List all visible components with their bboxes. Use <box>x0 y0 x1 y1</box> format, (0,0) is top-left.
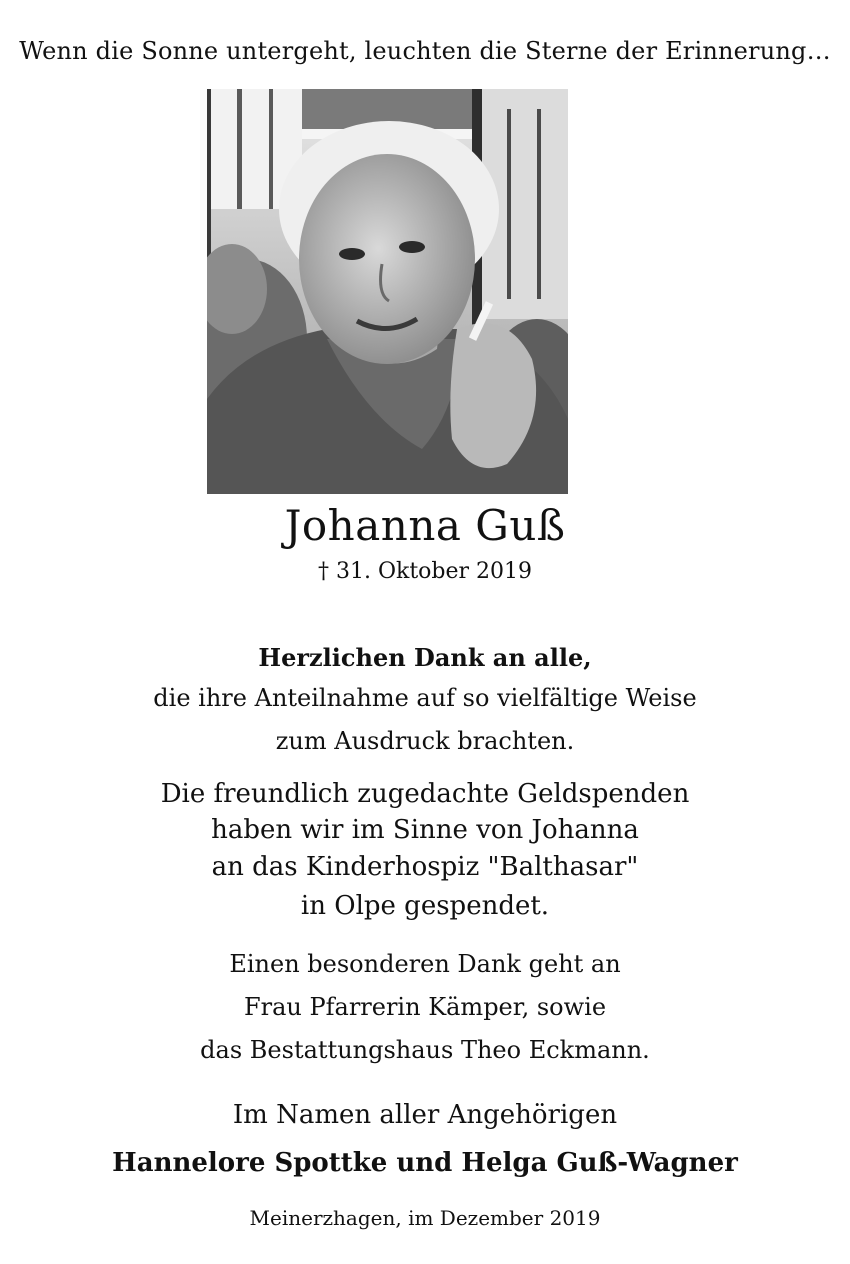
donation-line: haben wir im Sinne von Johanna <box>211 815 639 845</box>
donation-line: an das Kinderhospiz "Balthasar" <box>211 852 639 882</box>
donation-line: in Olpe gespendet. <box>300 891 550 921</box>
special-thanks-line: Einen besonderen Dank geht an <box>229 950 621 978</box>
portrait-image <box>207 89 568 494</box>
thanks-heading: Herzlichen Dank an alle, <box>258 643 592 672</box>
signers: Hannelore Spottke und Helga Guß-Wagner <box>112 1148 738 1178</box>
death-date: † 31. Oktober 2019 <box>317 559 533 584</box>
special-thanks-line: das Bestattungshaus Theo Eckmann. <box>200 1036 650 1064</box>
donation-line: Die freundlich zugedachte Geldspenden <box>160 779 690 809</box>
special-thanks-line: Frau Pfarrerin Kämper, sowie <box>243 993 607 1021</box>
deceased-name: Johanna Guß <box>284 501 566 550</box>
thanks-line: die ihre Anteilnahme auf so vielfältige Weise <box>153 684 697 712</box>
on-behalf-line: Im Namen aller Angehörigen <box>232 1100 618 1130</box>
portrait-photo <box>207 89 568 494</box>
place-date: Meinerzhagen, im Dezember 2019 <box>249 1206 601 1230</box>
motto-line: Wenn die Sonne untergeht, leuchten die Sterne der Erinnerung… <box>19 37 831 65</box>
thanks-line: zum Ausdruck brachten. <box>275 727 575 755</box>
